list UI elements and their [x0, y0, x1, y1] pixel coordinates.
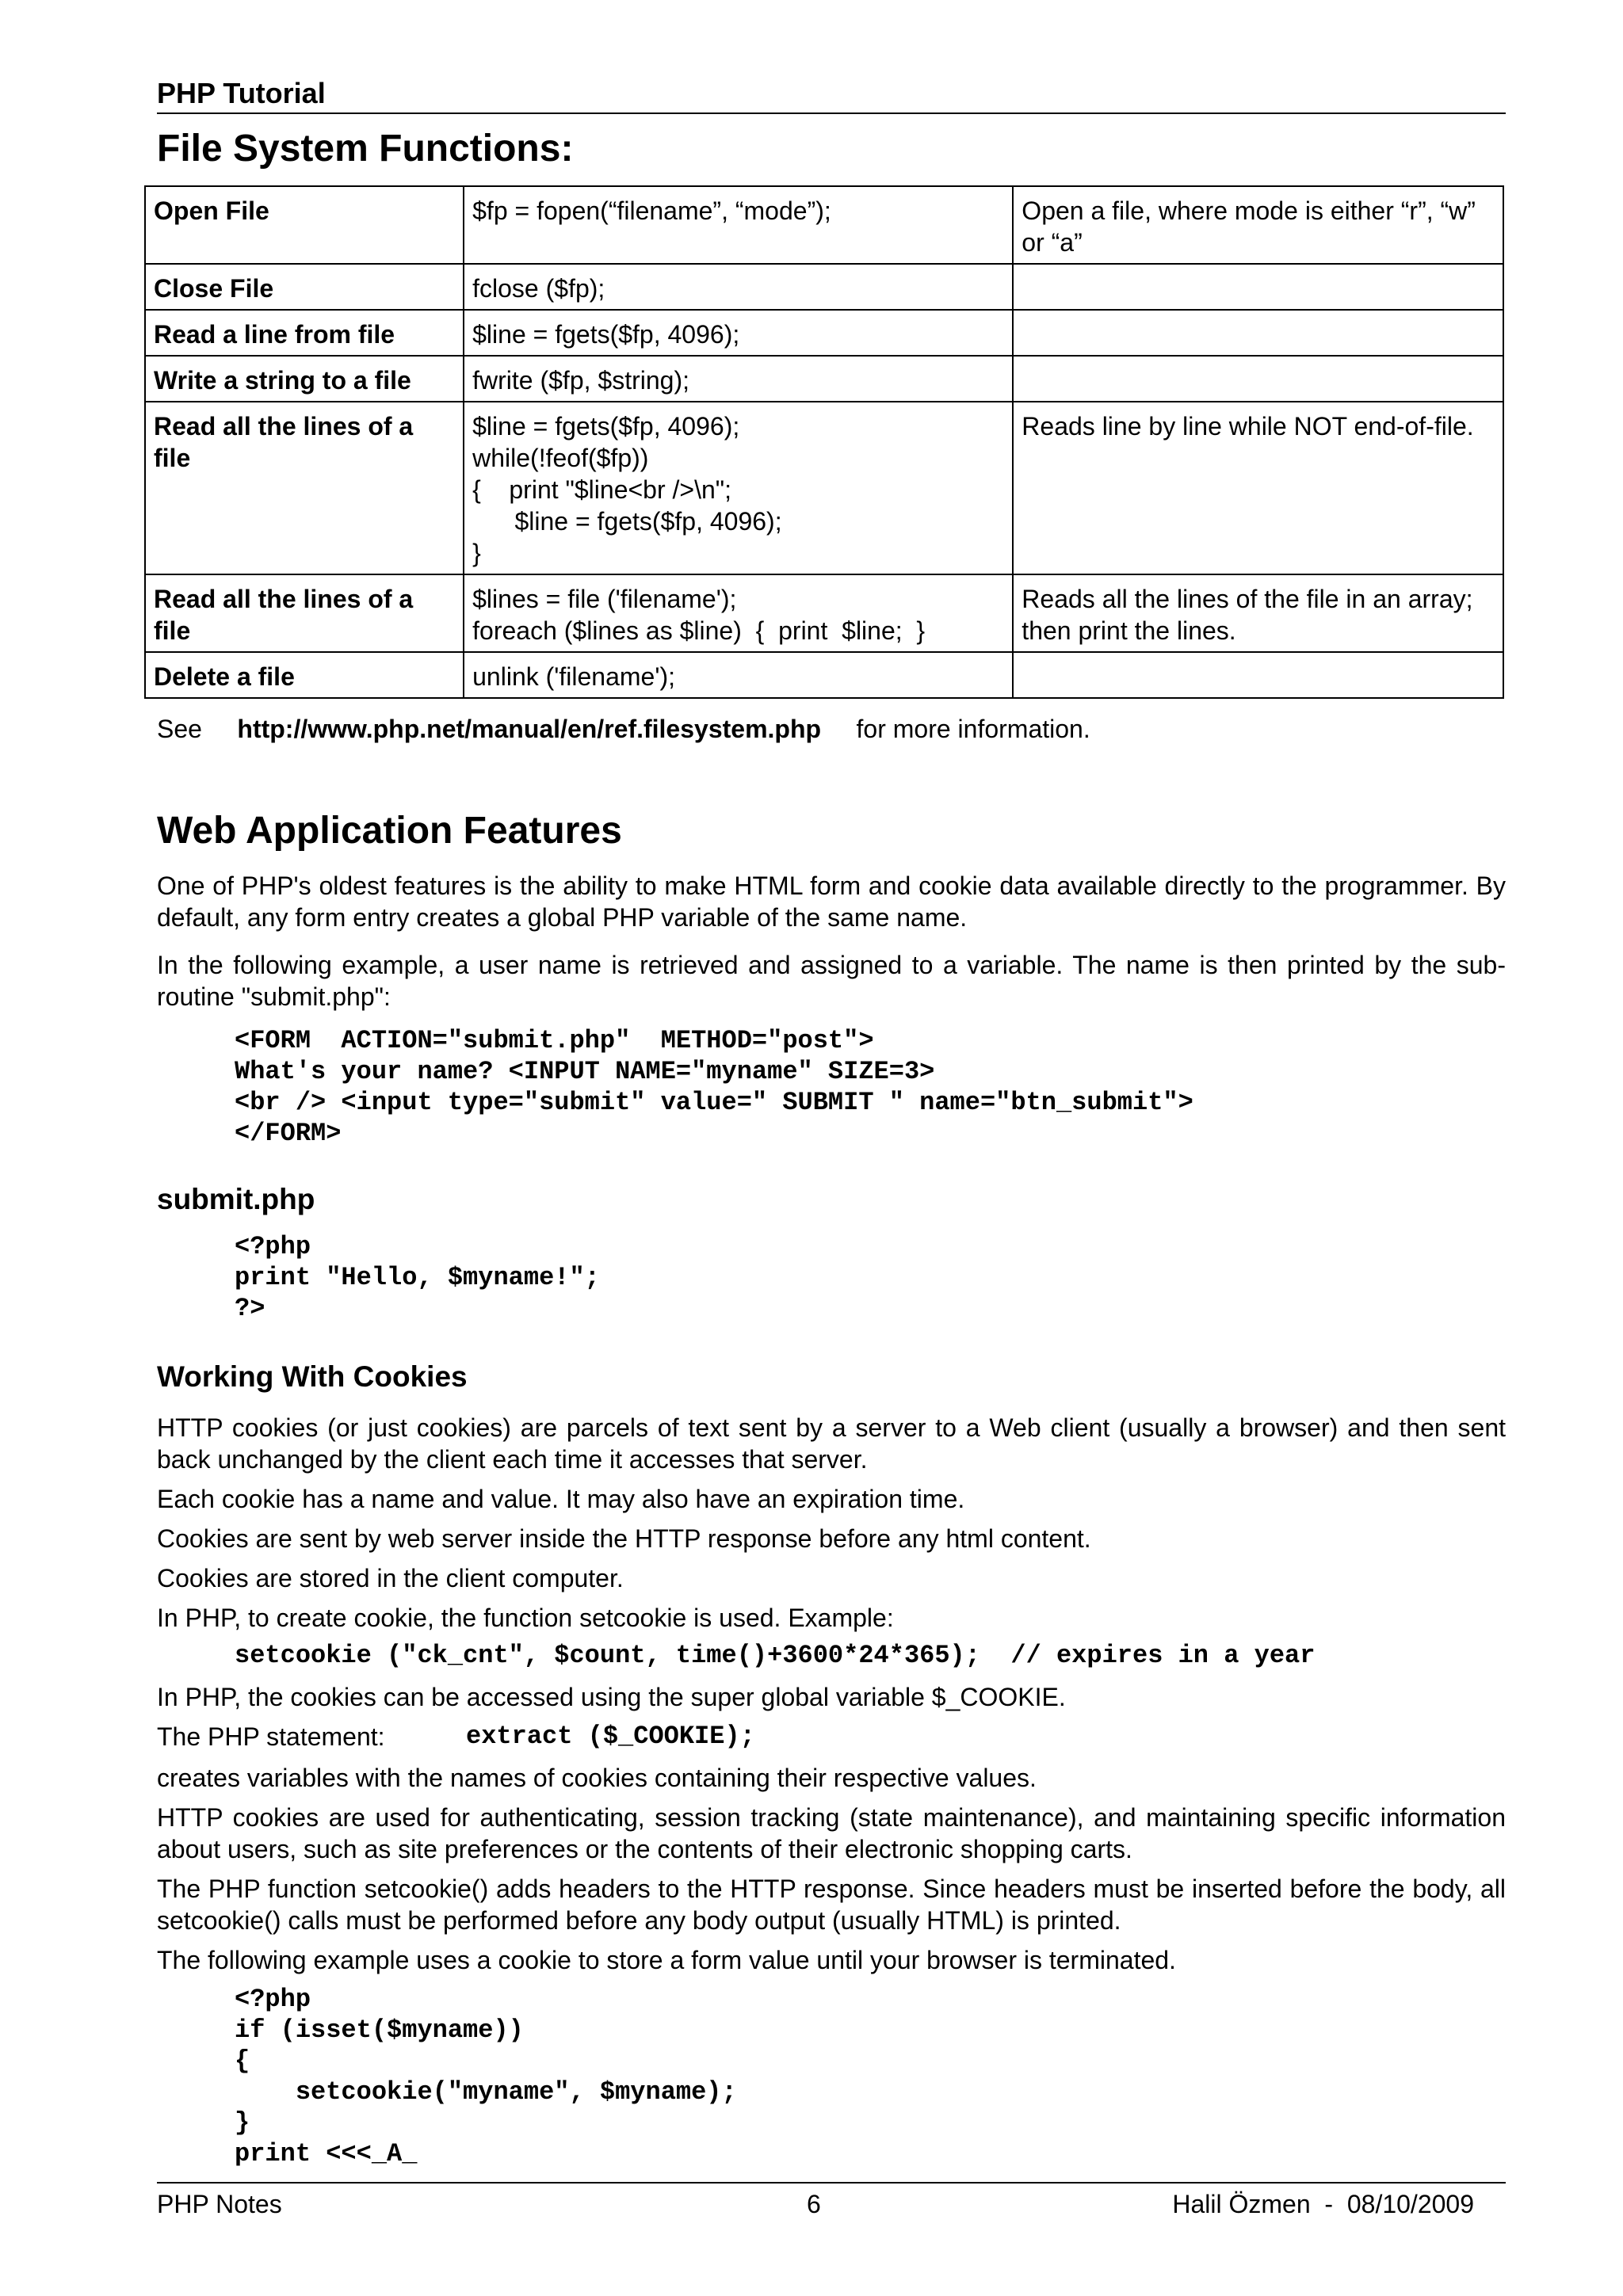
php-statement-label: The PHP statement: — [157, 1722, 385, 1751]
setcookie-code-line: setcookie ("ck_cnt", $count, time()+3600*24*365); // expires in a year — [235, 1641, 1316, 1670]
table-row — [145, 574, 1503, 652]
running-header: PHP Tutorial — [157, 76, 1506, 114]
function-name-cell: Read all the lines of a file — [145, 402, 464, 574]
working-with-cookies-heading: Working With Cookies — [157, 1360, 468, 1393]
file-functions-table — [144, 185, 1504, 699]
function-code-cell: fclose ($fp); — [464, 264, 1013, 310]
cookies-paragraph-8: creates variables with the names of cookies containing their respective values. — [157, 1764, 1037, 1792]
cookies-paragraph-10: The PHP function setcookie() adds headers to the HTTP response. Since headers must be inserted before the body, all setcookie() calls must be performed before any body output (usually HTML) is printed. — [157, 1875, 1506, 1935]
table-row — [145, 356, 1503, 402]
cookies-paragraph-5: In PHP, to create cookie, the function setcookie is used. Example: — [157, 1604, 894, 1632]
submit-php-heading: submit.php — [157, 1183, 315, 1215]
function-name-cell: Write a string to a file — [145, 356, 464, 402]
function-description-cell: Reads line by line while NOT end-of-file. — [1013, 402, 1503, 574]
see-reference-line — [157, 713, 1090, 745]
function-name-cell: Read all the lines of a file — [145, 574, 464, 652]
footer-author-date: Halil Özmen - 08/10/2009 — [1172, 2190, 1474, 2218]
cookies-paragraph-3: Cookies are sent by web server inside the HTTP response before any html content. — [157, 1524, 1091, 1553]
table-row — [145, 186, 1503, 264]
submit-php-code-block: <?php print "Hello, $myname!"; ?> — [235, 1232, 600, 1323]
function-description-cell: Open a file, where mode is either “r”, “w” or “a” — [1013, 186, 1503, 264]
function-description-cell: Reads all the lines of the file in an array; then print the lines. — [1013, 574, 1503, 652]
cookies-paragraph-6: In PHP, the cookies can be accessed using the super global variable $_COOKIE. — [157, 1683, 1066, 1711]
cookies-paragraph-11: The following example uses a cookie to store a form value until your browser is terminated. — [157, 1946, 1176, 1974]
document-page — [154, 0, 1506, 2296]
function-name-cell: Open File — [145, 186, 464, 264]
file-system-functions-heading: File System Functions: — [157, 128, 574, 170]
function-name-cell: Delete a file — [145, 652, 464, 698]
table-row — [145, 264, 1503, 310]
function-description-cell — [1013, 264, 1503, 310]
function-name-cell: Read a line from file — [145, 310, 464, 356]
function-code-cell: $fp = fopen(“filename”, “mode”); — [464, 186, 1013, 264]
cookies-paragraph-1: HTTP cookies (or just cookies) are parcels of text sent by a server to a Web client (usually a browser) and then sent back unchanged by the client each time it accesses that server. — [157, 1413, 1506, 1474]
function-name-cell: Close File — [145, 264, 464, 310]
cookies-paragraph-9: HTTP cookies are used for authenticating, session tracking (state maintenance), and maintaining specific information about users, such as site preferences or the contents of their electronic shopping carts. — [157, 1803, 1506, 1863]
web-features-paragraph-1: One of PHP's oldest features is the ability to make HTML form and cookie data available directly to the programmer. By default, any form entry creates a global PHP variable of the same name. — [157, 871, 1506, 932]
function-code-cell: $lines = file ('filename'); foreach ($lines as $line) { print $line; } — [464, 574, 1013, 652]
web-application-features-heading: Web Application Features — [157, 810, 622, 852]
table-row — [145, 402, 1503, 574]
function-code-cell: fwrite ($fp, $string); — [464, 356, 1013, 402]
function-code-cell: $line = fgets($fp, 4096); — [464, 310, 1013, 356]
web-features-paragraph-2: In the following example, a user name is retrieved and assigned to a variable. The name is then printed by the sub-routine "submit.php": — [157, 951, 1506, 1011]
function-description-cell — [1013, 356, 1503, 402]
page-number: 6 — [807, 2190, 821, 2218]
table-row — [145, 652, 1503, 698]
cookies-paragraph-4: Cookies are stored in the client computer. — [157, 1564, 624, 1592]
cookies-paragraph-7 — [157, 1721, 1506, 1753]
see-prefix: See — [157, 715, 202, 743]
form-code-block: <FORM ACTION="submit.php" METHOD="post"> What's your name? <INPUT NAME="myname" SIZE=3> <br /> <input type="submit" value=" SUBMIT " name="btn_submit"> </FORM> — [235, 1026, 1193, 1148]
function-description-cell — [1013, 310, 1503, 356]
function-description-cell — [1013, 652, 1503, 698]
footer-title: PHP Notes — [157, 2190, 282, 2218]
page-footer — [157, 2182, 1506, 2218]
cookie-example-code-block: <?php if (isset($myname)) { setcookie("myname", $myname); } print <<<_A_ — [235, 1985, 737, 2168]
function-code-cell: unlink ('filename'); — [464, 652, 1013, 698]
see-suffix: for more information. — [856, 715, 1090, 743]
manual-link[interactable]: http://www.php.net/manual/en/ref.filesystem.php — [237, 715, 822, 743]
cookies-paragraph-2: Each cookie has a name and value. It may also have an expiration time. — [157, 1485, 965, 1513]
extract-code: extract ($_COOKIE); — [466, 1722, 755, 1751]
function-code-cell: $line = fgets($fp, 4096); while(!feof($fp)) { print "$line<br />\n"; $line = fgets($fp, 4096); } — [464, 402, 1013, 574]
table-row — [145, 310, 1503, 356]
